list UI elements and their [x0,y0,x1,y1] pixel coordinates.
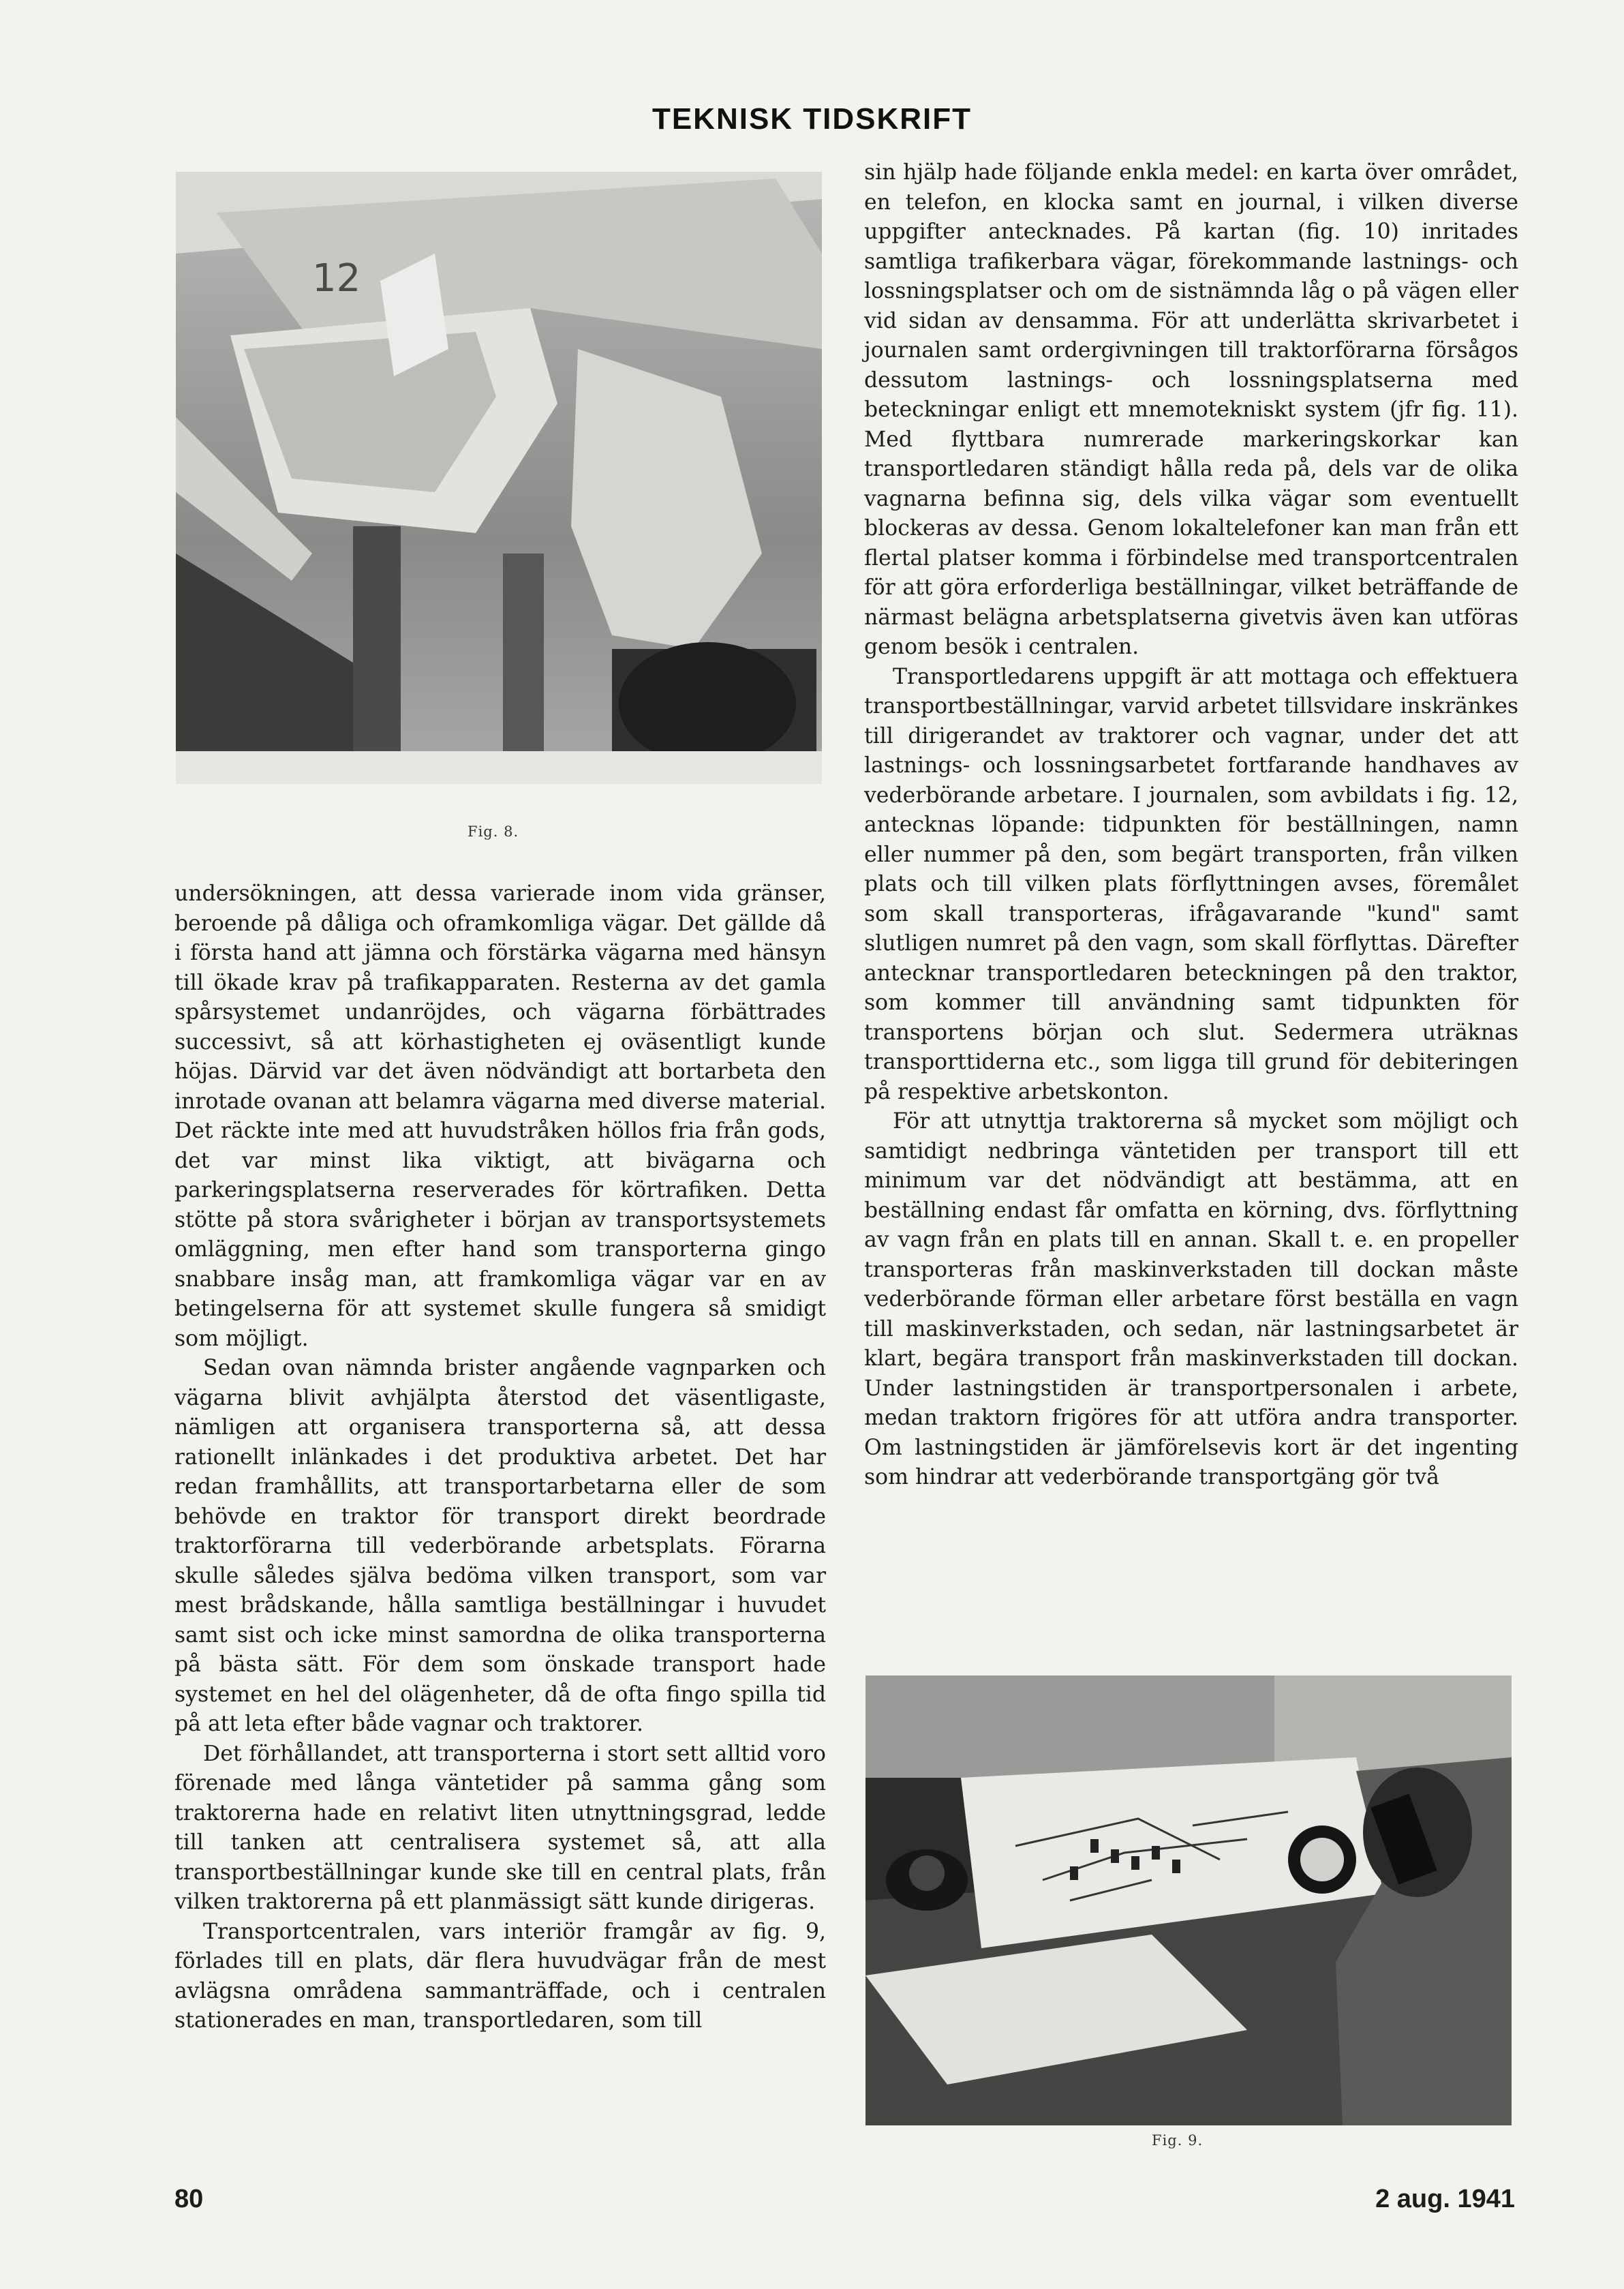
right-paragraph-2: Transportledarens uppgift är att mottaga och effektuera transportbeställningar, varvid arbetet tillsvidare inskränkes till dirigerandet av traktorer och vagnar, under det att lastnings- och lossningsarbetet fortfarande handhaves av vederbörande arbetare. I journalen, som avbildats i fig. 12, antecknas löpande: tidpunkten för beställningen, namn eller nummer på den, som begärt transporten, från vilken plats och till vilken plats förflyttningen avses, föremålet som skall transporteras, ifrågavarande "kund" samt slutligen numret på den vagn, som skall förflyttas. Därefter antecknar transportledaren beteckningen på den traktor, som kommer till användning samt tidpunkten för transportens början och slut. Sedermera uträknas transporttiderna etc., som ligga till grund för debiteringen på respektive arbetskonton. [864,664,1518,1104]
journal-header: TEKNISK TIDSKRIFT [652,102,972,136]
page-number: 80 [174,2185,204,2213]
left-column [174,879,826,2036]
figure-9-caption: Fig. 9. [1152,2132,1204,2149]
issue-date: 2 aug. 1941 [1375,2185,1515,2213]
right-column [864,158,1518,1493]
left-paragraph-1: undersökningen, att dessa varierade inom vida gränser, beroende på dåliga och oframkomliga vägar. Det gällde då i första hand att jämna och förstärka vägarna med hänsyn till ökade krav på trafikapparaten. Resterna av det gamla spårsystemet undanröjdes, och vägarna förbättrades successivt, så att körhastigheten ej oväsentligt kunde höjas. Därvid var det även nödvändigt att bortarbeta den inrotade ovanan att belamra vägarna med diverse material. Det räckte inte med att huvudstråken höllos fria från gods, det var minst lika viktigt, att bivägarna och parkeringsplatserna reserverades för körtrafiken. Detta stötte på stora svårigheter i början av transportsystemets omläggning, men efter hand som transporterna gingo snabbare insåg man, att framkomliga vägar var en av betingelserna för att systemet skulle fungera så smidigt som möjligt. [174,881,826,1351]
right-paragraph-1: sin hjälp hade följande enkla medel: en karta över området, en telefon, en klocka samt en journal, i vilken diverse uppgifter antecknades. På kartan (fig. 10) inritades samtliga trafikerbara vägar, förekommande lastnings- och lossningsplatser och om de sistnämnda låg o på vägen eller vid sidan av densamma. För att underlätta skrivarbetet i journalen samt ordergivningen till traktorförarna försågos dessutom lastnings- och lossningsplatserna med beteckningar enligt ett mnemotekniskt system (jfr fig. 11). Med flyttbara numrerade markeringskorkar kan transportledaren ständigt hålla reda på, dels var de olika vagnarna befinna sig, dels vilka vägar som eventuellt blockeras av dessa. Genom lokaltelefoner kan man från ett flertal platser komma i förbindelse med transportcentralen för att göra erforderliga beställningar, vilket beträffande de närmast belägna arbetsplatserna givetvis även kan utföras genom besök i centralen. [864,160,1518,659]
right-paragraph-3: För att utnyttja traktorerna så mycket som möjligt och samtidigt nedbringa väntetiden per transport till ett minimum var det nödvändigt att bestämma, att en beställning endast får omfatta en körning, dvs. förflyttning av vagn från en plats till en annan. Skall t. e. en propeller transporteras från maskinverkstaden till dockan måste vederbörande förman eller arbetare först beställa en vagn till maskinverkstaden, och sedan, när lastningsarbetet är klart, begära transport från maskinverkstaden till dockan. Under lastningstiden är transportpersonalen i arbete, medan traktorn frigöres för att utföra andra transporter. Om lastningstiden är jämförelsevis kort är det ingenting som hindrar att vederbörande transportgäng gör två [864,1109,1518,1489]
svg-text:12: 12 [312,256,361,301]
left-paragraph-4: Transportcentralen, vars interiör framgår av fig. 9, förlades till en plats, där flera huvudvägar från de mest avlägsna områdena sammanträffade, och i centralen stationerades en man, transportledaren, som till [174,1919,826,2033]
left-paragraph-3: Det förhållandet, att transporterna i stort sett alltid voro förenade med långa väntetider på samma gång som traktorerna hade en relativt liten utnyttningsgrad, ledde till tanken att centralisera systemet så, att alla transportbeställningar kunde ske till en central plats, från vilken traktorerna på ett planmässigt sätt kunde dirigeras. [174,1741,826,1914]
figure-9-photo [865,1676,1512,2125]
figure-8-photo [176,172,822,784]
transport-central-desk-photo [865,1676,1512,2125]
tractor-hitch-photo [176,172,822,784]
figure-8-caption: Fig. 8. [468,823,519,840]
left-paragraph-2: Sedan ovan nämnda brister angående vagnparken och vägarna blivit avhjälpta återstod det väsentligaste, nämligen att organisera transporterna så, att dessa rationellt inlänkades i det produktiva arbetet. Det har redan framhållits, att transportarbetarna eller de som behövde en traktor för transport direkt beordrade traktorförarna till vederbörande arbetsplats. Förarna skulle således själva bedöma vilken transport, som var mest brådskande, hålla samtliga beställningar i huvudet samt sist och icke minst samordna de olika transporterna på bästa sätt. För dem som önskade transport hade systemet en hel del olägenheter, då de ofta fingo spilla tid på att leta efter både vagnar och traktorer. [174,1356,826,1736]
